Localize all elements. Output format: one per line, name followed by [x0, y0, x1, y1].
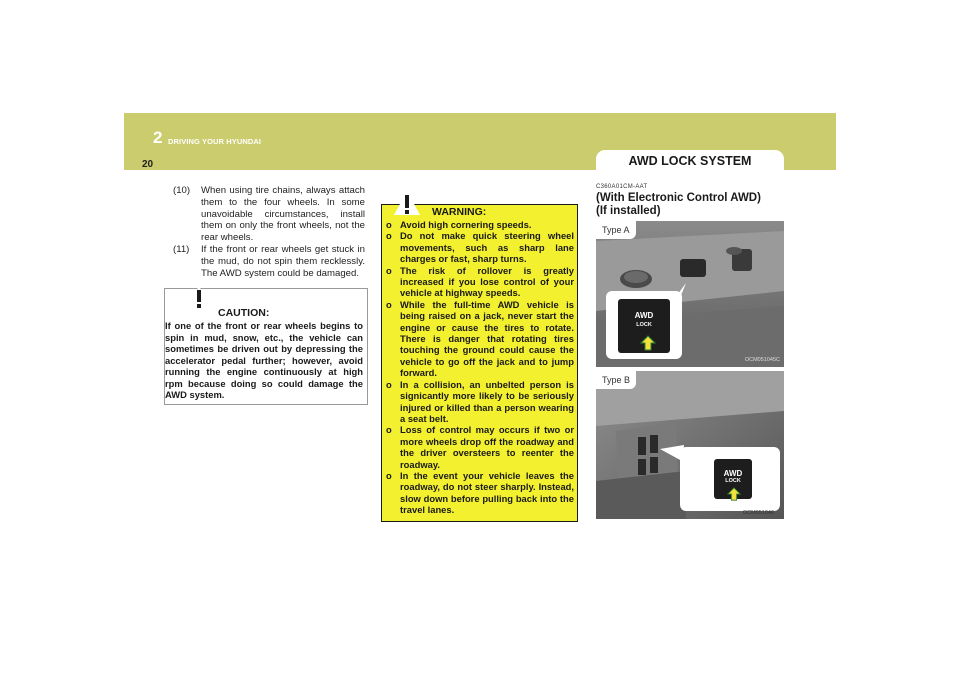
bullet: o: [386, 219, 392, 230]
type-label: Type B: [596, 371, 636, 389]
photo-code: OCM051046: [742, 510, 774, 516]
warning-item-text: Do not make quick steering wheel movements, such as sharp lane charges or fast, sharp turns.: [400, 230, 574, 265]
warning-item: [386, 230, 574, 264]
bullet: o: [386, 230, 392, 242]
warning-item: [386, 379, 574, 425]
caution-body: If one of the front or rear wheels begins to spin in mud, snow, etc., the vehicle can sometimes be driven out by depressing the accelerator pedal further; however, avoid running the engine continuously at high rpm because doing so could damage the AWD system.: [165, 320, 363, 400]
warning-item-text: In the event your vehicle leaves the roadway, do not steer sharply. Instead, slow down before pulling back into the travel lanes.: [400, 469, 574, 516]
photo-code: OCM051045C: [744, 357, 780, 363]
warning-item-text: Loss of control may occurs if two or more wheels drop off the roadway and the driver oversteers to reenter the roadway.: [400, 424, 574, 470]
section-heading: [596, 192, 796, 217]
photo-type-a: [596, 221, 784, 367]
chapter-title: DRIVING YOUR HYUNDAI: [168, 137, 262, 146]
section-code: C360A01CM-AAT: [596, 184, 648, 190]
warning-item-text: Avoid high cornering speeds.: [400, 219, 532, 230]
bullet: o: [386, 424, 392, 436]
warning-item: [386, 470, 574, 516]
heading-line: (If installed): [596, 204, 661, 217]
chapter-number: 2: [153, 128, 163, 147]
arrow-up-icon: [640, 335, 656, 351]
exclamation-triangle-icon: [393, 190, 421, 216]
type-label: Type A: [596, 221, 636, 239]
warning-title: WARNING:: [432, 206, 487, 218]
section-title: AWD LOCK SYSTEM: [628, 154, 752, 168]
list-item-number: (11): [173, 243, 190, 255]
bullet: o: [386, 378, 392, 390]
warning-list: [386, 219, 574, 516]
arrow-up-icon: [727, 487, 741, 501]
numbered-list: [173, 185, 365, 279]
bullet: o: [386, 264, 392, 276]
list-item-number: (10): [173, 185, 191, 196]
warning-item: [386, 219, 574, 230]
list-item-text: If the front or rear wheels get stuck in the mud, do not spin them recklessly. The AWD system could be damaged.: [201, 243, 365, 279]
warning-item-text: In a collision, an unbelted person is signicantly more likely to be seriously injured or killed than a person wearing a seat belt.: [400, 378, 574, 424]
bullet: o: [386, 469, 392, 481]
button-sublabel: LOCK: [636, 322, 652, 328]
warning-item-text: The risk of rollover is greatly increased if you lose control of your vehicle at highway speeds.: [400, 264, 574, 299]
heading-line: (With Electronic Control AWD): [596, 192, 761, 204]
page-number: 20: [142, 159, 154, 170]
warning-item-text: While the full-time AWD vehicle is being raised on a jack, never start the engine or cause the tires to rotate. There is danger that rotating tires touching the ground could cause the vehicle to go off the jack and to jump forward.: [400, 298, 574, 379]
warning-item: [386, 299, 574, 379]
warning-item: [386, 424, 574, 470]
button-sublabel: LOCK: [725, 478, 741, 484]
button-label: AWD: [723, 469, 743, 478]
list-item: [173, 244, 365, 279]
photo-type-b: [596, 371, 784, 519]
bullet: o: [386, 298, 392, 310]
exclamation-triangle-icon: [186, 286, 212, 310]
warning-item: [386, 265, 574, 299]
list-item: [173, 185, 365, 244]
list-item-text: When using tire chains, always attach them to the four wheels. In some unavoidable circumstances, install them on only the front wheels, not the rear wheels.: [201, 185, 365, 244]
caution-title: CAUTION:: [218, 307, 270, 319]
button-label: AWD: [634, 311, 654, 320]
